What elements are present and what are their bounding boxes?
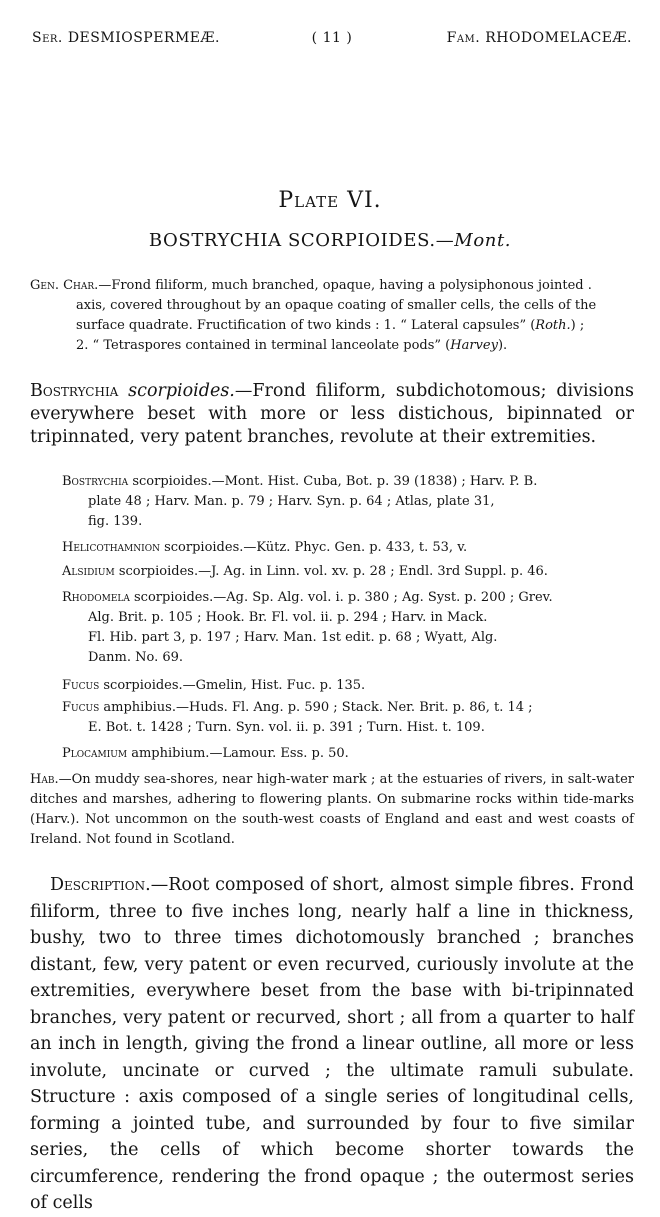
synonym-entry (62, 744, 634, 764)
synonym-genus: Fucus (62, 700, 100, 715)
gen-char-line: ). (497, 338, 508, 353)
gen-char-line: axis, covered throughout by an opaque coating of smaller cells, the cells of the (76, 298, 597, 313)
synonym-citation: scorpioides.—Kütz. Phyc. Gen. p. 433, t. 53, v. (164, 540, 468, 555)
synonym-genus: Plocamium (62, 746, 128, 761)
synonym-citation: amphibius.—Huds. Fl. Ang. p. 590 ; Stack. Ner. Brit. p. 86, t. 14 ; (103, 700, 533, 715)
synonym-entry (62, 538, 634, 558)
synonym-citation: amphibium.—Lamour. Ess. p. 50. (131, 746, 349, 761)
species-title (0, 230, 660, 251)
synonym-citation: scorpioides.—Mont. Hist. Cuba, Bot. p. 39 (1838) ; Harv. P. B. (132, 474, 538, 489)
species-name: BOSTRYCHIA SCORPIOIDES. (148, 230, 436, 251)
synonym-citation-cont: Alg. Brit. p. 105 ; Hook. Br. Fl. vol. ii. p. 294 ; Harv. in Mack. (88, 610, 488, 625)
gen-char-line: —Frond filiform, much branched, opaque, having a polysiphonous jointed . (98, 278, 592, 293)
synonym-genus: Rhodomela (62, 590, 130, 605)
description (30, 872, 634, 1217)
species-genus: Bostrychia (30, 381, 119, 401)
running-head-series: Ser. DESMIOSPERMEÆ. (32, 30, 220, 46)
species-author: —Mont. (435, 230, 512, 251)
synonym-citation-cont: E. Bot. t. 1428 ; Turn. Syn. vol. ii. p. 391 ; Turn. Hist. t. 109. (88, 720, 485, 735)
species-epithet: scorpioides. (128, 381, 235, 401)
plate-title: Plate VI. (278, 188, 382, 213)
synonym-citation: scorpioides.—Gmelin, Hist. Fuc. p. 135. (103, 678, 366, 693)
species-description (30, 380, 634, 449)
gen-char-line: 2. “ Tetraspores contained in terminal lanceolate pods” ( (76, 338, 451, 353)
synonym-entry (62, 676, 634, 696)
synonym-entry (62, 698, 634, 738)
synonym-citation-cont: Fl. Hib. part 3, p. 197 ; Harv. Man. 1st edit. p. 68 ; Wyatt, Alg. (88, 630, 498, 645)
synonym-citation: scorpioides.—J. Ag. in Linn. vol. xv. p. 28 ; Endl. 3rd Suppl. p. 46. (118, 564, 548, 579)
gen-char-line: ) ; (570, 318, 585, 333)
generic-character (30, 276, 634, 356)
synonym-entry (62, 588, 634, 668)
synonym-genus: Alsidium (62, 564, 115, 579)
description-label: Description. (50, 875, 151, 895)
synonym-genus: Fucus (62, 678, 100, 693)
synonym-entry (62, 562, 634, 582)
habitat (30, 770, 634, 850)
description-text: —Root composed of short, almost simple fibres. Frond filiform, three to five inches long, nearly half a line in thickness, bushy, two to three times dichotomously branched ; branches distant, few, very patent or even recurved, curiously involute at the extremities, everywhere beset from the base with bi-tripinnated branches, very patent or recurved, short ; all from a quarter to half an inch in length, giving the frond a linear outline, all more or less involute, uncinate or curved ; the ultimate ramuli subulate. Structure : axis composed of a single series of longitudinal cells, forming a jointed tube, and surrounded by four to five similar series, the cells of which become shorter towards the circumference, rendering the frond opaque ; the outermost series of cells (30, 875, 634, 1213)
running-head-family: Fam. RHODOMELACEÆ. (446, 30, 632, 46)
gen-char-label: Gen. Char. (30, 278, 99, 293)
synonym-citation-cont: fig. 139. (88, 514, 143, 529)
synonym-genus: Helicothamnion (62, 540, 160, 555)
habitat-text: —On muddy sea-shores, near high-water mark ; at the estuaries of rivers, in salt-water ditches and marshes, adhering to flowering plants. On submarine rocks within tide-marks (Harv.). Not uncommon on the south-west coasts of England and east and west coasts of Ireland. Not found in Scotland. (30, 772, 634, 847)
species-description-text: —Frond filiform, subdichotomous; divisions everywhere beset with more or less distichous, bipinnated or tripinnated, very patent branches, revolute at their extremities. (30, 381, 634, 447)
synonym-citation: scorpioides.—Ag. Sp. Alg. vol. i. p. 380 ; Ag. Syst. p. 200 ; Grev. (134, 590, 553, 605)
habitat-label: Hab. (30, 772, 59, 787)
running-head (32, 30, 632, 54)
gen-char-citation: Roth. (535, 318, 571, 333)
gen-char-citation: Harvey (450, 338, 498, 353)
synonym-genus: Bostrychia (62, 474, 129, 489)
synonym-citation-cont: Danm. No. 69. (88, 650, 184, 665)
synonym-citation-cont: plate 48 ; Harv. Man. p. 79 ; Harv. Syn. p. 64 ; Atlas, plate 31, (88, 494, 495, 509)
synonym-entry (62, 472, 634, 532)
gen-char-line: surface quadrate. Fructification of two kinds : 1. “ Lateral capsules” ( (76, 318, 536, 333)
page-number: ( 11 ) (311, 30, 353, 46)
